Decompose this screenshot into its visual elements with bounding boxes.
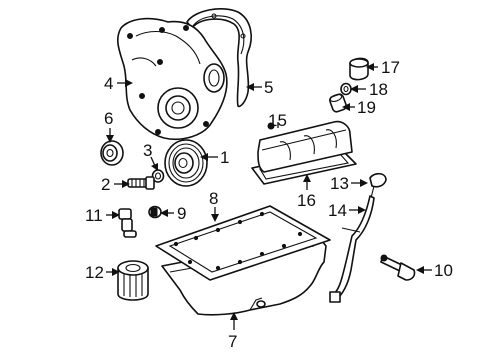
part-11-sensor: [119, 209, 136, 237]
callout-17: 17: [381, 58, 400, 77]
callout-11: 11: [85, 206, 103, 225]
callout-7: 7: [228, 332, 238, 351]
callout-8: 8: [209, 189, 219, 208]
callout-15: 15: [268, 111, 287, 130]
callout-16: 16: [297, 191, 316, 210]
part-2-bolt: [128, 177, 154, 189]
callout-10: 10: [434, 261, 453, 280]
callout-18: 18: [369, 80, 388, 99]
callout-9: 9: [177, 204, 187, 223]
callout-19: 19: [357, 98, 376, 117]
part-1-pulley: [165, 140, 207, 186]
callout-2: 2: [101, 175, 111, 194]
callout-13: 13: [330, 174, 349, 193]
part-17-filler-cap: [350, 58, 368, 79]
callout-12: 12: [85, 263, 104, 282]
callout-4: 4: [104, 74, 114, 93]
part-12-oil-filter: [118, 261, 148, 300]
callout-5: 5: [264, 78, 274, 97]
callout-14: 14: [328, 201, 347, 220]
part-6-seal: [101, 141, 123, 165]
part-18-grommet: [341, 84, 351, 95]
part-4-timing-cover: [118, 19, 227, 140]
callout-1: 1: [220, 148, 230, 167]
callout-3: 3: [143, 141, 153, 160]
part-19-breather: [329, 93, 348, 113]
part-9-plug: [149, 207, 161, 218]
callout-6: 6: [104, 109, 114, 128]
part-10-drain-plug: [381, 255, 415, 280]
